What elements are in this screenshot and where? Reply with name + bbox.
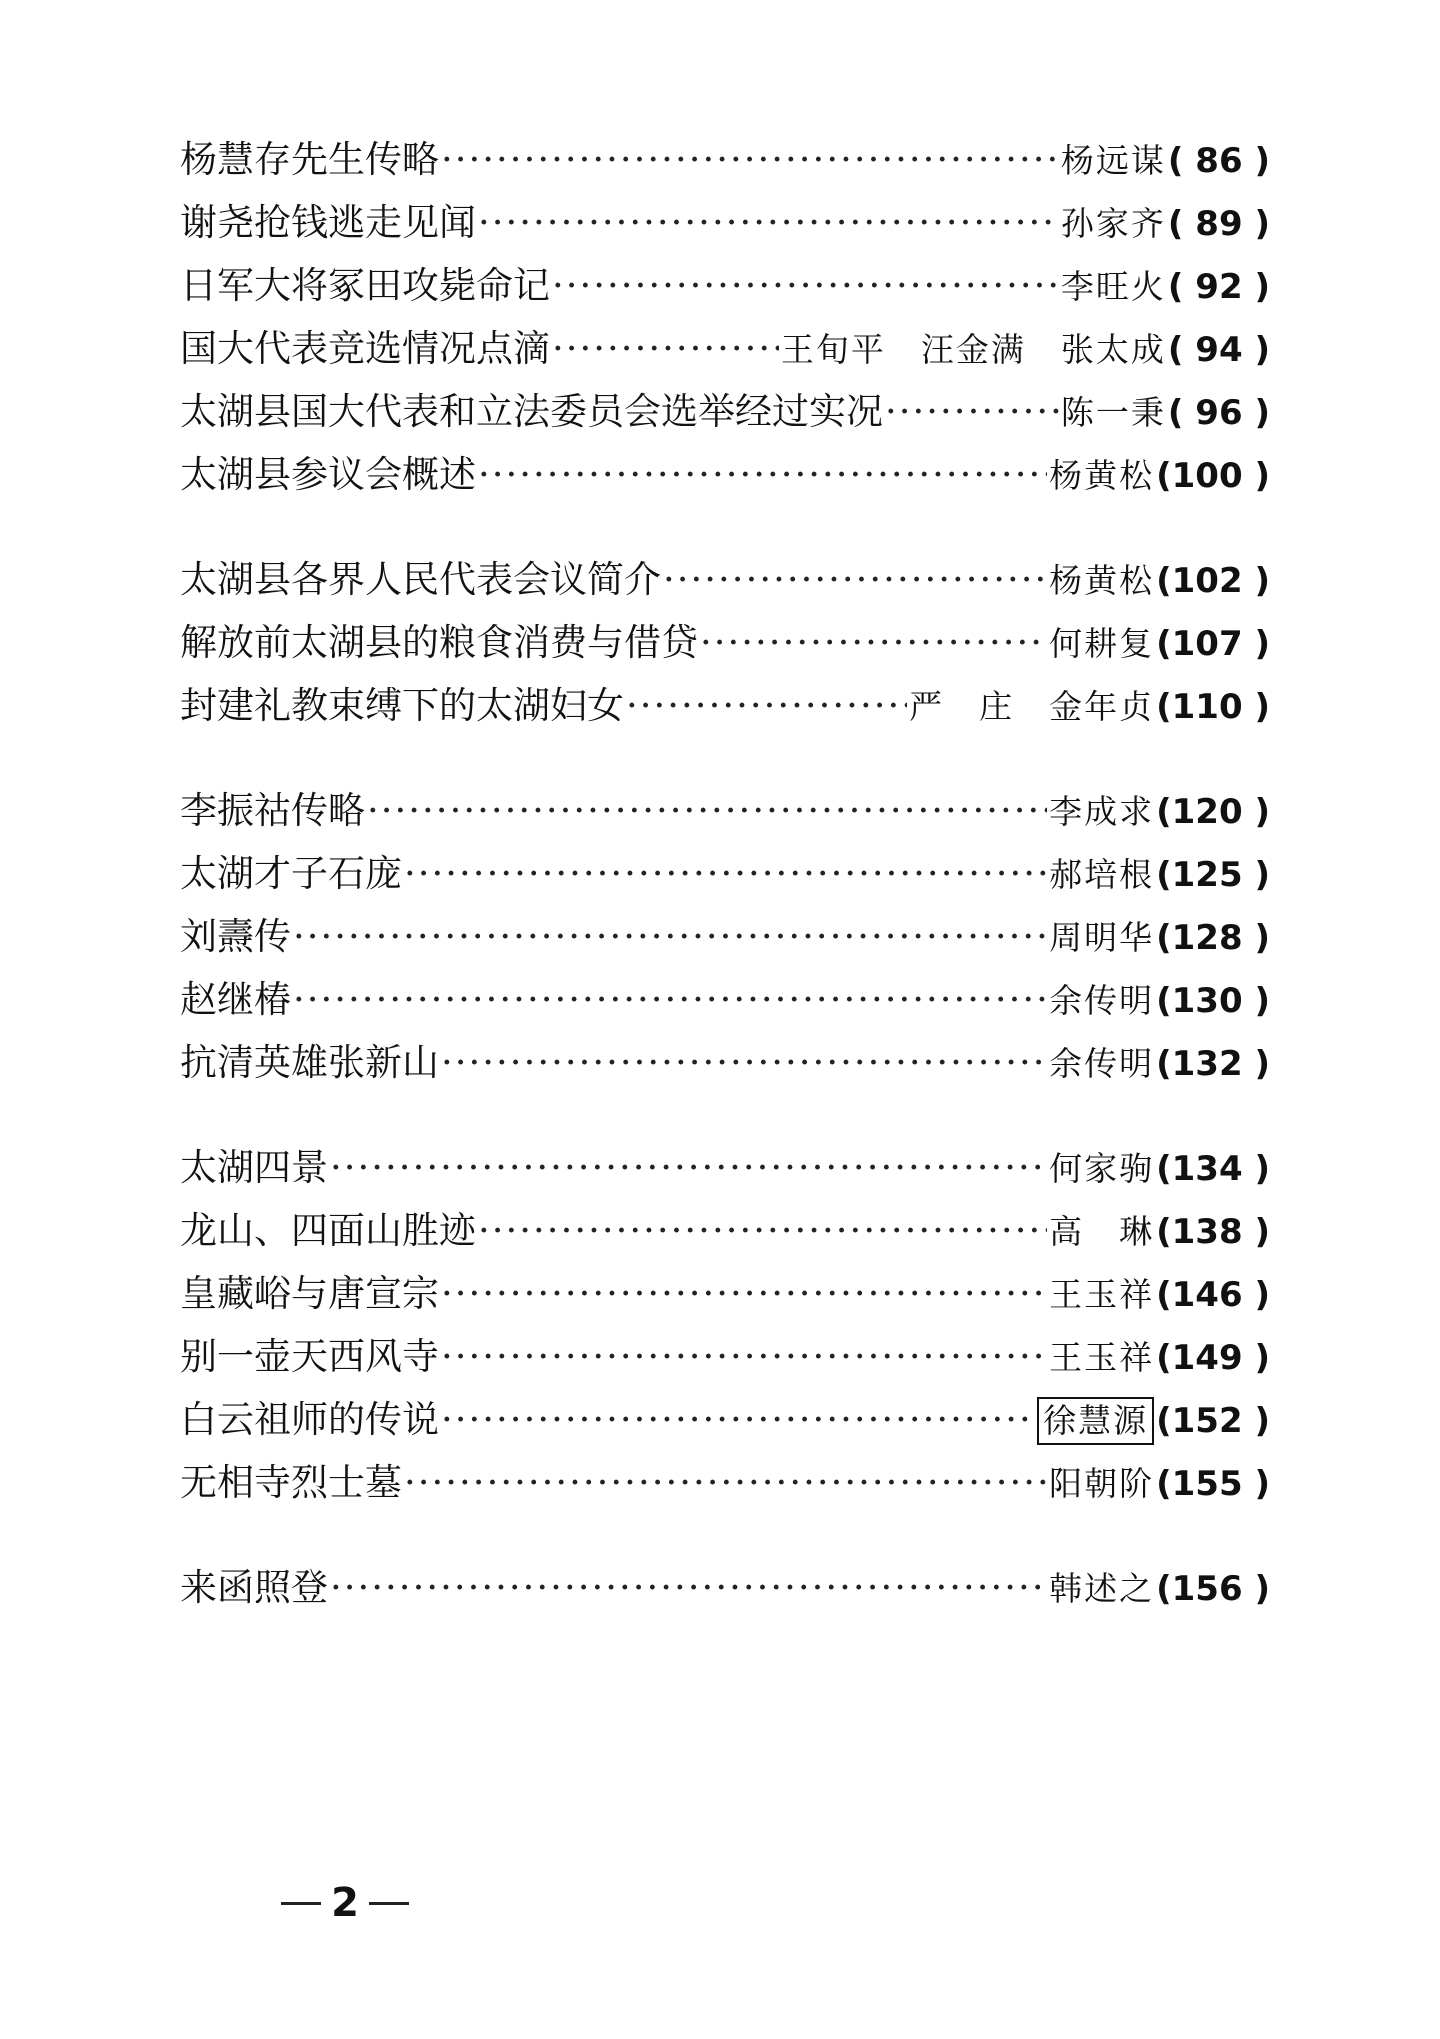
entry-page: (110 )	[1156, 687, 1270, 727]
entry-page: (120 )	[1156, 792, 1270, 832]
dot-leader	[885, 380, 1059, 443]
dot-leader	[626, 674, 907, 737]
entry-title: 白云祖师的传说	[180, 1398, 439, 1441]
dot-leader	[367, 779, 1047, 842]
entry-author: 韩述之	[1049, 1569, 1155, 1608]
toc-entry	[180, 128, 1270, 191]
entry-author: 高 琳	[1049, 1212, 1155, 1251]
toc-group	[180, 779, 1270, 1094]
toc-entry	[180, 968, 1270, 1031]
toc-group	[180, 548, 1270, 737]
entry-title: 太湖四景	[180, 1146, 328, 1189]
entry-page: (100 )	[1156, 456, 1270, 496]
toc-entry	[180, 1262, 1270, 1325]
toc-entry	[180, 443, 1270, 506]
entry-page: ( 92 )	[1167, 267, 1270, 307]
toc-entry	[180, 254, 1270, 317]
dot-leader	[552, 317, 779, 380]
entry-author: 李旺火	[1060, 267, 1166, 306]
entry-author: 阳朝阶	[1049, 1464, 1155, 1503]
entry-page: ( 89 )	[1167, 204, 1270, 244]
entry-title: 抗清英雄张新山	[180, 1041, 439, 1084]
footer-dash-right	[369, 1902, 409, 1905]
dot-leader	[441, 1262, 1047, 1325]
page-number: 2	[331, 1880, 359, 1926]
toc-entry	[180, 191, 1270, 254]
entry-page: (102 )	[1156, 561, 1270, 601]
dot-leader	[330, 1136, 1047, 1199]
toc-entry	[180, 1451, 1270, 1514]
entry-author: 周明华	[1049, 918, 1155, 957]
entry-author: 陈一秉	[1060, 393, 1166, 432]
entry-author: 杨远谋	[1060, 141, 1166, 180]
entry-author: 严 庄 金年贞	[909, 687, 1155, 726]
table-of-contents	[180, 128, 1270, 1661]
entry-title: 皇藏峪与唐宣宗	[180, 1272, 439, 1315]
entry-page: (125 )	[1156, 855, 1270, 895]
dot-leader	[552, 254, 1059, 317]
entry-title: 国大代表竞选情况点滴	[180, 327, 550, 370]
entry-page: (128 )	[1156, 918, 1270, 958]
dot-leader	[478, 443, 1047, 506]
dot-leader	[293, 905, 1047, 968]
dot-leader	[663, 548, 1047, 611]
entry-page: (130 )	[1156, 981, 1270, 1021]
entry-title: 别一壶天西风寺	[180, 1335, 439, 1378]
entry-author: 李成求	[1049, 792, 1155, 831]
entry-author: 王玉祥	[1049, 1338, 1155, 1377]
entry-title: 太湖才子石庞	[180, 852, 402, 895]
dot-leader	[404, 842, 1047, 905]
toc-group	[180, 1136, 1270, 1514]
toc-group	[180, 128, 1270, 506]
toc-entry	[180, 1556, 1270, 1619]
entry-title: 解放前太湖县的粮食消费与借贷	[180, 621, 698, 664]
toc-group	[180, 1556, 1270, 1619]
entry-page: (146 )	[1156, 1275, 1270, 1315]
entry-page: (132 )	[1156, 1044, 1270, 1084]
entry-title: 太湖县参议会概述	[180, 453, 476, 496]
entry-title: 无相寺烈士墓	[180, 1461, 402, 1504]
toc-entry	[180, 611, 1270, 674]
entry-page: (107 )	[1156, 624, 1270, 664]
entry-title: 太湖县国大代表和立法委员会选举经过实况	[180, 390, 883, 433]
toc-entry	[180, 1325, 1270, 1388]
dot-leader	[441, 1388, 1035, 1451]
footer-dash-left	[281, 1902, 321, 1905]
entry-page: (152 )	[1156, 1401, 1270, 1441]
entry-author: 何家驹	[1049, 1149, 1155, 1188]
entry-author: 杨黄松	[1049, 561, 1155, 600]
dot-leader	[404, 1451, 1047, 1514]
entry-title: 日军大将冢田攻毙命记	[180, 264, 550, 307]
entry-page: (134 )	[1156, 1149, 1270, 1189]
entry-author: 郝培根	[1049, 855, 1155, 894]
entry-title: 太湖县各界人民代表会议简介	[180, 558, 661, 601]
entry-title: 赵继椿	[180, 978, 291, 1021]
entry-author: 王玉祥	[1049, 1275, 1155, 1314]
entry-page: (149 )	[1156, 1338, 1270, 1378]
toc-entry	[180, 1388, 1270, 1451]
entry-title: 李振祜传略	[180, 789, 365, 832]
toc-entry	[180, 905, 1270, 968]
dot-leader	[441, 1031, 1047, 1094]
entry-title: 龙山、四面山胜迹	[180, 1209, 476, 1252]
dot-leader	[478, 1199, 1047, 1262]
entry-title: 来函照登	[180, 1566, 328, 1609]
dot-leader	[478, 191, 1059, 254]
toc-entry	[180, 842, 1270, 905]
page-footer	[255, 1878, 435, 1928]
entry-page: ( 96 )	[1167, 393, 1270, 433]
entry-author: 孙家齐	[1060, 204, 1166, 243]
toc-entry	[180, 380, 1270, 443]
dot-leader	[441, 128, 1059, 191]
toc-entry	[180, 548, 1270, 611]
dot-leader	[293, 968, 1047, 1031]
entry-page: (156 )	[1156, 1569, 1270, 1609]
entry-author: 何耕复	[1049, 624, 1155, 663]
entry-author: 王旬平 汪金满 张太成	[780, 330, 1166, 369]
toc-entry	[180, 1031, 1270, 1094]
entry-author: 余传明	[1049, 1044, 1155, 1083]
entry-author: 余传明	[1049, 981, 1155, 1020]
dot-leader	[700, 611, 1047, 674]
entry-page: ( 86 )	[1167, 141, 1270, 181]
entry-title: 封建礼教束缚下的太湖妇女	[180, 684, 624, 727]
toc-entry	[180, 674, 1270, 737]
dot-leader	[441, 1325, 1047, 1388]
toc-entry	[180, 317, 1270, 380]
toc-entry	[180, 1199, 1270, 1262]
entry-author: 杨黄松	[1049, 456, 1155, 495]
entry-title: 刘燾传	[180, 915, 291, 958]
entry-author: 徐慧源	[1037, 1397, 1154, 1445]
entry-page: ( 94 )	[1167, 330, 1270, 370]
toc-entry	[180, 779, 1270, 842]
entry-title: 杨慧存先生传略	[180, 138, 439, 181]
toc-entry	[180, 1136, 1270, 1199]
dot-leader	[330, 1556, 1047, 1619]
entry-page: (155 )	[1156, 1464, 1270, 1504]
entry-page: (138 )	[1156, 1212, 1270, 1252]
entry-title: 谢尧抢钱逃走见闻	[180, 201, 476, 244]
